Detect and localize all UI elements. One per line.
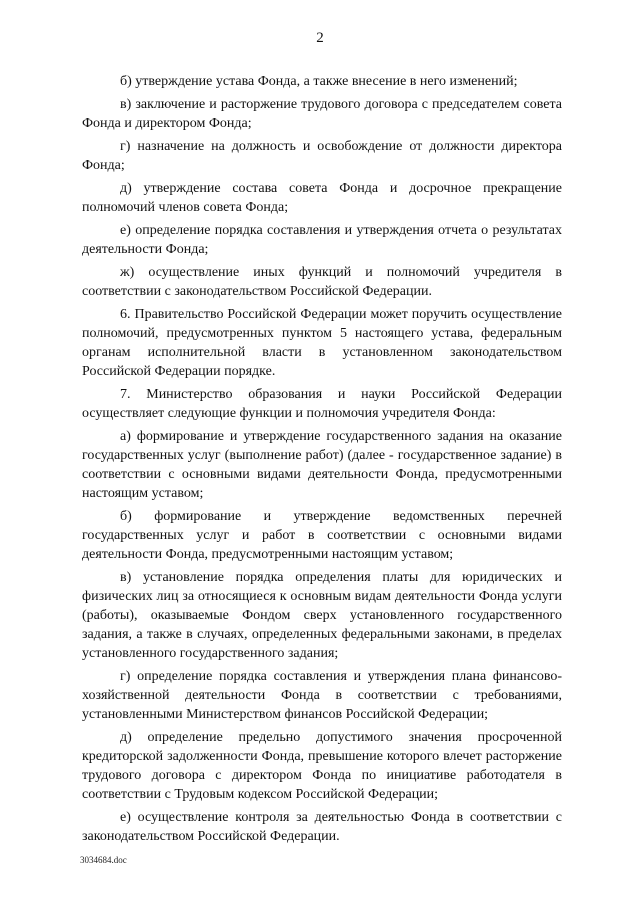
paragraph-g-director-appointment: г) назначение на должность и освобождение от должности директора Фонда; [82,139,562,173]
paragraph-zh-other-functions: ж) осуществление иных функций и полномочий учредителя в соответствии с законодательством Российской Федерации. [82,265,562,299]
paragraph-g-financial-plan: г) определение порядка составления и утверждения плана финансово-хозяйственной деятельности Фонда в соответствии с требованиями, установленными Министерством финансов Российской Федерации; [82,669,562,722]
paragraph-b-charter: б) утверждение устава Фонда, а также внесение в него изменений; [120,74,518,89]
page-number: 2 [316,30,324,46]
paragraph-6-government: 6. Правительство Российской Федерации может поручить осуществление полномочий, предусмотренных пунктом 5 настоящего устава, федеральным органам исполнительной власти в установленном законодательством Российской Федерации порядке. [82,307,562,379]
document-body [82,72,562,846]
paragraph-v-fee-procedure: в) установление порядка определения платы для юридических и физических лиц за относящиеся к основным видам деятельности Фонда услуги (работы), оказываемые Фондом сверх установленного государственного задания, а также в случаях, определенных федеральными законами, в пределах установленного государственного задания; [82,570,562,661]
paragraph-a-state-task: а) формирование и утверждение государственного задания на оказание государственных услуг (выполнение работ) (далее - государственное задание) в соответствии с основными видами деятельности Фонда, предусмотренными настоящим уставом; [82,429,562,501]
paragraph-e-control: е) осуществление контроля за деятельностью Фонда в соответствии с законодательством Российской Федерации. [82,810,562,844]
paragraph-e-report-procedure: е) определение порядка составления и утверждения отчета о результатах деятельности Фонда; [82,223,562,257]
paragraph-7-ministry: 7. Министерство образования и науки Российской Федерации осуществляет следующие функции и полномочия учредителя Фонда: [82,387,562,421]
paragraph-v-labor-contract: в) заключение и расторжение трудового договора с председателем совета Фонда и директором Фонда; [82,97,562,131]
document-reference: 3034684.doc [80,855,127,865]
paragraph-d-council-composition: д) утверждение состава совета Фонда и досрочное прекращение полномочий членов совета Фонда; [82,181,562,215]
paragraph-d-overdue-debt: д) определение предельно допустимого значения просроченной кредиторской задолженности Фонда, превышение которого влечет расторжение трудового договора с директором Фонда по инициативе работодателя в соответствии с Трудовым кодексом Российской Федерации; [82,730,562,802]
paragraph-b-service-lists: б) формирование и утверждение ведомственных перечней государственных услуг и работ в соответствии с основными видами деятельности Фонда, предусмотренными настоящим уставом; [82,509,562,562]
